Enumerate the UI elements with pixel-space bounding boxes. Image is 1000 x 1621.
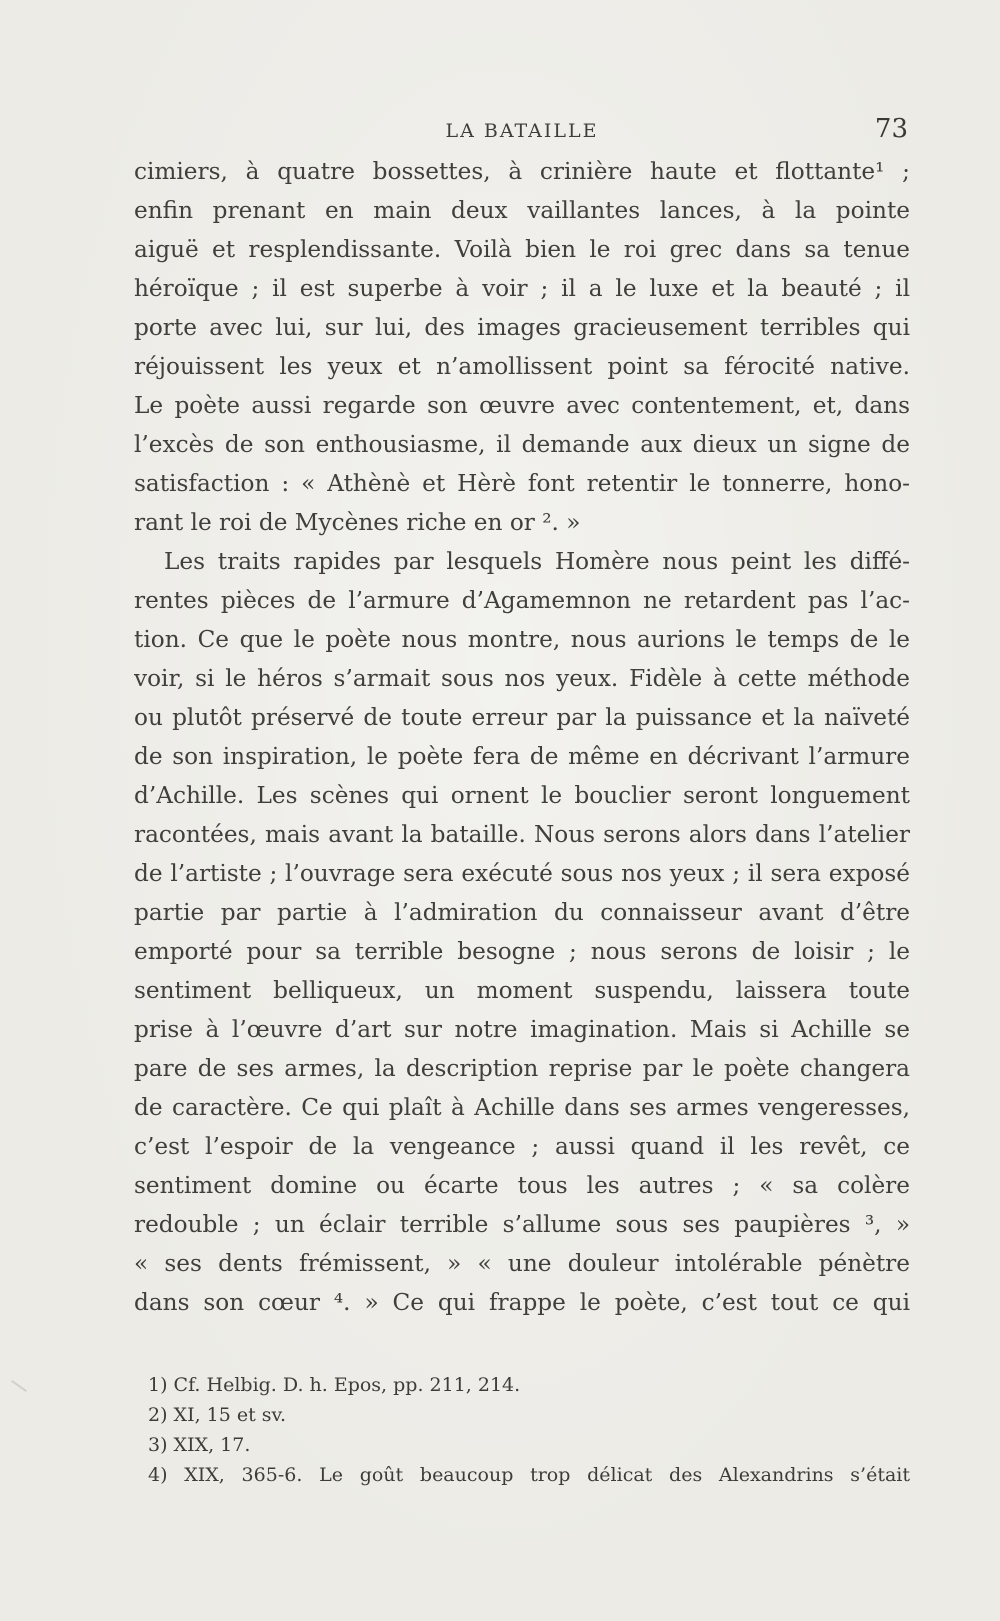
footnote-2: 2) XI, 15 et sv. bbox=[148, 1404, 287, 1426]
text-line: voir, si le héros s’armait sous nos yeux. Fidèle à cette méthode bbox=[134, 665, 910, 692]
text-line: sentiment domine ou écarte tous les autres ; « sa colère bbox=[134, 1172, 910, 1199]
text-line: enfin prenant en main deux vaillantes lances, à la pointe bbox=[134, 197, 910, 224]
text-line: pare de ses armes, la description reprise par le poète changera bbox=[134, 1055, 910, 1082]
footnote-4: 4) XIX, 365-6. Le goût beaucoup trop délicat des Alexandrins s’était bbox=[148, 1464, 910, 1486]
text-line: redouble ; un éclair terrible s’allume sous ses paupières ³, » bbox=[134, 1211, 910, 1238]
running-title: LA BATAILLE bbox=[445, 120, 599, 142]
text-line: héroïque ; il est superbe à voir ; il a le luxe et la beauté ; il bbox=[134, 275, 910, 302]
text-line: racontées, mais avant la bataille. Nous serons alors dans l’atelier bbox=[134, 821, 910, 848]
page-number: 73 bbox=[874, 114, 908, 144]
text-line: satisfaction : « Athènè et Hèrè font retentir le tonnerre, hono- bbox=[134, 470, 910, 497]
text-line: dans son cœur ⁴. » Ce qui frappe le poète, c’est tout ce qui bbox=[134, 1289, 910, 1316]
text-line: emporté pour sa terrible besogne ; nous serons de loisir ; le bbox=[134, 938, 910, 965]
text-line: porte avec lui, sur lui, des images gracieusement terribles qui bbox=[134, 314, 910, 341]
text-line: partie par partie à l’admiration du connaisseur avant d’être bbox=[134, 899, 910, 926]
text-line: de son inspiration, le poète fera de même en décrivant l’armure bbox=[134, 743, 910, 770]
running-head bbox=[134, 112, 910, 148]
text-line: c’est l’espoir de la vengeance ; aussi quand il les revêt, ce bbox=[134, 1133, 910, 1160]
text-line-paragraph-end: rant le roi de Mycènes riche en or ². » bbox=[134, 509, 581, 536]
body-text bbox=[134, 152, 910, 1322]
text-line: tion. Ce que le poète nous montre, nous aurions le temps de le bbox=[134, 626, 910, 653]
text-line: « ses dents frémissent, » « une douleur intolérable pénètre bbox=[134, 1250, 910, 1277]
text-line: sentiment belliqueux, un moment suspendu, laissera toute bbox=[134, 977, 910, 1004]
scan-mark bbox=[11, 1380, 27, 1392]
footnotes bbox=[148, 1370, 910, 1490]
text-line: cimiers, à quatre bossettes, à crinière haute et flottante¹ ; bbox=[134, 158, 910, 185]
text-line: de l’artiste ; l’ouvrage sera exécuté sous nos yeux ; il sera exposé bbox=[134, 860, 910, 887]
text-line: rentes pièces de l’armure d’Agamemnon ne retardent pas l’ac- bbox=[134, 587, 910, 614]
text-line: de caractère. Ce qui plaît à Achille dans ses armes vengeresses, bbox=[134, 1094, 910, 1121]
text-line: ou plutôt préservé de toute erreur par la puissance et la naïveté bbox=[134, 704, 910, 731]
text-line: Le poète aussi regarde son œuvre avec contentement, et, dans bbox=[134, 392, 910, 419]
footnote-1: 1) Cf. Helbig. D. h. Epos, pp. 211, 214. bbox=[148, 1374, 521, 1396]
text-line-paragraph-start: Les traits rapides par lesquels Homère nous peint les diffé- bbox=[164, 548, 910, 575]
footnote-3: 3) XIX, 17. bbox=[148, 1434, 251, 1456]
text-line: l’excès de son enthousiasme, il demande aux dieux un signe de bbox=[134, 431, 910, 458]
text-line: d’Achille. Les scènes qui ornent le bouclier seront longuement bbox=[134, 782, 910, 809]
text-line: aiguë et resplendissante. Voilà bien le roi grec dans sa tenue bbox=[134, 236, 910, 263]
text-line: réjouissent les yeux et n’amollissent point sa férocité native. bbox=[134, 353, 910, 380]
text-line: prise à l’œuvre d’art sur notre imagination. Mais si Achille se bbox=[134, 1016, 910, 1043]
